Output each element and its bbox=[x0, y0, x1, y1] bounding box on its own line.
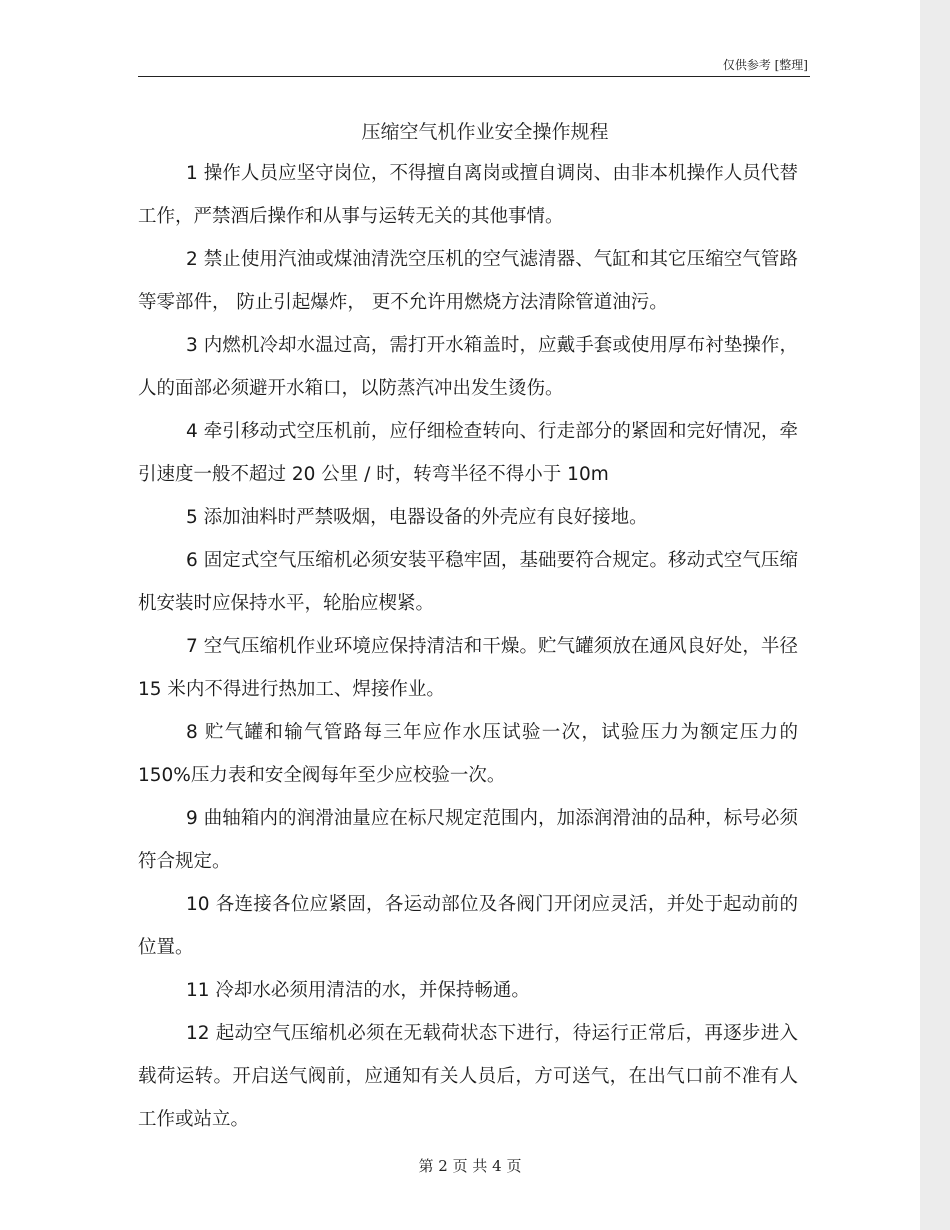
paragraph-7: 7 空气压缩机作业环境应保持清洁和干燥。贮气罐须放在通风良好处，半径 15 米内不得进行热加工、焊接作业。 bbox=[138, 636, 798, 700]
paragraph-5: 5 添加油料时严禁吸烟，电器设备的外壳应有良好接地。 bbox=[186, 507, 648, 528]
header-divider bbox=[138, 76, 810, 77]
document-body bbox=[138, 152, 798, 1141]
paragraph-10: 10 各连接各位应紧固，各运动部位及各阀门开闭应灵活，并处于起动前的位置。 bbox=[138, 894, 798, 958]
paragraph-4: 4 牵引移动式空压机前，应仔细检查转向、行走部分的紧固和完好情况，牵引速度一般不超过 20 公里 / 时，转弯半径不得小于 10m bbox=[138, 421, 798, 485]
paragraph-6: 6 固定式空气压缩机必须安装平稳牢固，基础要符合规定。移动式空气压缩机安装时应保持水平，轮胎应楔紧。 bbox=[138, 550, 798, 614]
header-note: 仅供参考 [整理] bbox=[722, 58, 808, 72]
paragraph-12: 12 起动空气压缩机必须在无载荷状态下进行，待运行正常后，再逐步进入载荷运转。开启送气阀前，应通知有关人员后，方可送气，在出气口前不准有人工作或站立。 bbox=[138, 1023, 798, 1130]
paragraph-2: 2 禁止使用汽油或煤油清洗空压机的空气滤清器、气缸和其它压缩空气管路等零部件， 防止引起爆炸， 更不允许用燃烧方法清除管道油污。 bbox=[138, 249, 798, 313]
paragraph-9: 9 曲轴箱内的润滑油量应在标尺规定范围内，加添润滑油的品种，标号必须符合规定。 bbox=[138, 808, 798, 872]
paragraph-3: 3 内燃机冷却水温过高，需打开水箱盖时，应戴手套或使用厚布衬垫操作，人的面部必须避开水箱口，以防蒸汽冲出发生烫伤。 bbox=[138, 335, 798, 399]
document-title: 压缩空气机作业安全操作规程 bbox=[361, 121, 609, 143]
paragraph-11: 11 冷却水必须用清洁的水，并保持畅通。 bbox=[186, 980, 530, 1001]
paragraph-8: 8 贮气罐和输气管路每三年应作水压试验一次，试验压力为额定压力的 150%压力表和安全阀每年至少应校验一次。 bbox=[138, 722, 798, 786]
paragraph-1: 1 操作人员应坚守岗位，不得擅自离岗或擅自调岗、由非本机操作人员代替工作，严禁酒后操作和从事与运转无关的其他事情。 bbox=[138, 163, 798, 227]
page-number: 第 2 页 共 4 页 bbox=[418, 1157, 522, 1175]
